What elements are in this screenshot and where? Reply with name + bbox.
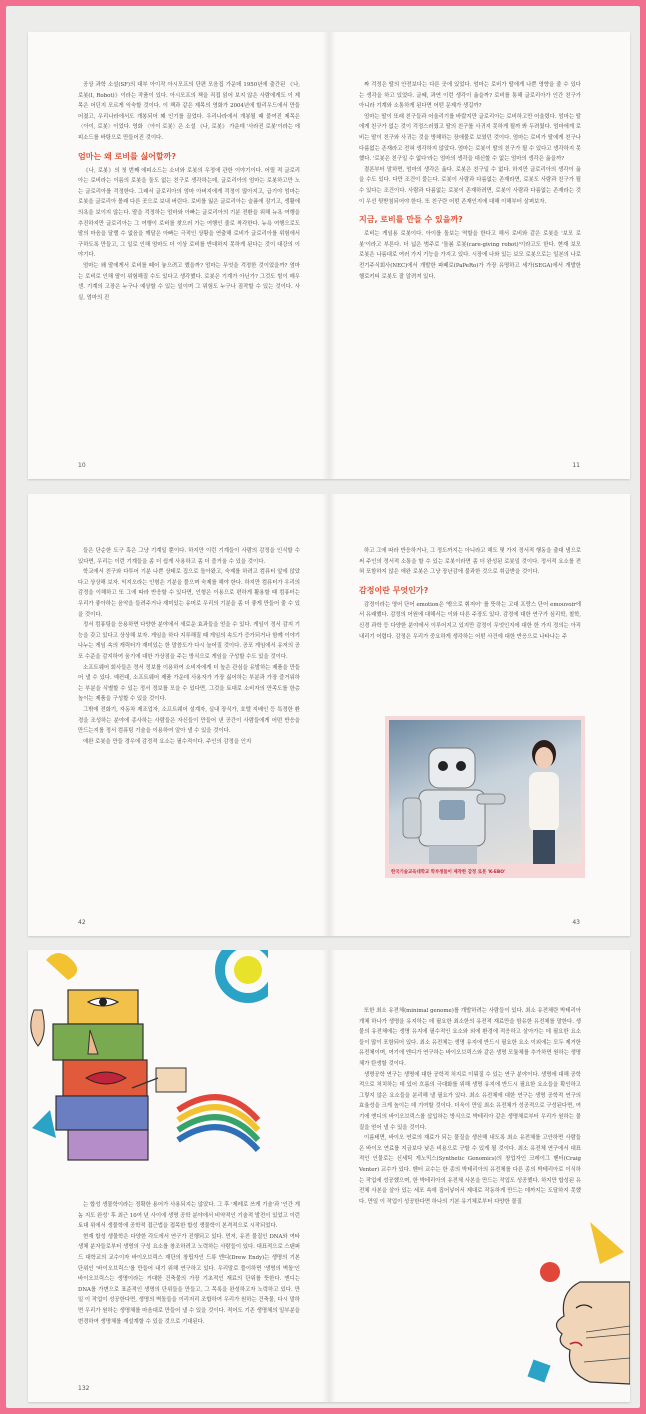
page-number: 132 [78, 1385, 90, 1392]
robot-photo [385, 716, 585, 878]
paragraph: 이름테면, 바이오 연료의 재료가 되는 물질을 생산해 내도록 최소 유전체를 고안하면 사람들은 바이오 연료를 지금보다 낮은 비용으로 구할 수 있게 될 것이다. 최소 유전체 연구에서 대표적인 인물로는 신세틱 게노믹스(Synthetic Genomics)의 창업자인 크레이그 벤터(Craig Venter) 교수가 있다. 벤터 교수는 한 종의 박테리아의 유전체를 다른 종의 박테리아로 이식하는 작업에 성공했으며, 한 박테리아의 유전체 사본을 만드는 작업도 성공했다. 하지만 합성된 유전체 사본을 살아 있는 세포 속에 집어넣어서 제대로 작동하게 만드는 데까지는 도달하지 못했다. 만일 이 작업이 성공한다면 하나의 기본 유기체로부터 다양한 물질 [359, 1135, 581, 1205]
paragraph: 들은 단순한 도구 혹은 그냥 기계일 뿐이다. 하지만 이런 기계들이 사람의 감정을 인식할 수 있다면, 우리는 이런 기계들을 좀 더 쉽게 사용하고 좀 더 즐거울 수 있을 것이다. [78, 548, 300, 565]
paragraph: 《나, 로봇》의 첫 번째 에피소드는 소녀와 로봇의 우정에 관한 이야기이다. 어릴 적 글로리아는 로비라는 이름의 로봇을 둘도 없는 친구로 생각하는데, 글로리아의 엄마는 로봇하고만 노는 글로리아를 걱정한다. 그래서 글로리아의 엄마 아버지에게 걱정이 많아지고, 급기야 엄마는 로봇을 글로리아 몰래 다른 곳으로 보내 버린다. 로비를 잃은 글로리아는 슬픔에 잠기고, 생활에 의욕을 보이지 않는다. 딸을 걱정하는 엄마와 아빠는 글로리아의 기분 전환을 위해 뉴욕 여행을 추진하지만 글로리아는 그 여행이 로비를 찾으러 가는 여행인 줄로 착각한다. 뉴욕 여행으로도 딸의 마음을 달랠 수 없음을 깨달은 아빠는 극적인 상황을 연출해 로비가 글로리아를 위험에서 구하도록 만들고, 그 일로 인해 엄마도 더 이상 로비를 반대하지 못하게 된다는 것이 대강의 이야기다. [78, 167, 300, 259]
page-10 [28, 32, 329, 479]
page-number: 43 [572, 919, 580, 926]
page-43 [329, 494, 630, 936]
page-132 [28, 950, 329, 1402]
paragraph: 애완 로봇을 만들 경우에 감정적 요소는 필수적이다. 주인의 감정을 인지 [83, 738, 252, 745]
page-11 [329, 32, 630, 479]
page-11-text [359, 80, 581, 282]
paragraph: 또한 최소 유전체(minimal genome)를 개발하려는 사람들이 있다. 최소 유전체란 박테리아 개체 하나가 생명을 유지하는 데 필요한 최소한의 유전적 재료만을 함유한 유전체를 말한다. 생물의 유전체에는 생명 유지에 필수적인 요소와 외에 환경에 적응하고 살아가는 데 필요한 요소들이 많이 포함되어 있다. 최소 유전체는 생명 유지에 반드시 필요한 요소 이외에는 모두 제거한 유전체이며, 여기에 엔디가 연구하는 바이오브릭스와 같은 생명 모듈체를 추가하면 원하는 생명체가 탄생할 것이다. [359, 1008, 581, 1067]
paragraph: 현재 합성 생물학은 다양한 각도에서 연구가 진행되고 있다. 먼저, 유전 물질인 DNA와 여타 생체 분자들로부터 생명의 구성 요소를 창조하려고 노력하는 사람들이 있다. 대표적으로 스탠퍼드 대학교의 교수이자 바이오브릭스 재단의 창립자인 드류 엔디(Drew Endy)는 생명의 기본 단위인 '바이오브릭스'를 만들어 내기 위해 연구하고 있다. 우리말로 풀이하면 '생명의 벽돌'인 바이오브릭스는 생명이라는 거대한 건축물의 가장 기초적인 재료의 단위를 뜻한다. 엔디는 DNA를 가변으로 표준적인 생명의 단위들을 만들고, 그 목록을 완성하고자 노력하고 있다. 만일 이 작업이 성공한다면, 생명의 벽돌들을 이리저리 조합하여 우리가 원하는 건축물, 다시 말하면 우리가 원하는 생명체를 마음대로 만들어 낼 수 있을 것이다. 적어도 기존 생명체의 일부분을 변경하여 생명체를 재설계할 수 있을 것으로 기대된다. [78, 1233, 300, 1325]
book-spread-2 [28, 494, 630, 936]
page-132-text [78, 1200, 300, 1327]
paragraph: 결론부터 말하면, 엄마의 생각은 옳다. 로봇은 친구일 수 없다. 하지만 글로리아의 생각이 옳을 수도 있다. 다만 조건이 붙는다. 로봇이 사람과 다름없는 존재라면, 로봇도 사람과 친구가 될 수 있다는 조건이다. 사람과 다름없는 로봇이 존재하려면, 로봇이 사람과 다름없는 존재라는 것이 우선 뒷받침되어야 한다. 또 친구란 어떤 존재인지에 대해 이해부터 살펴보자. [359, 166, 581, 205]
page-number: 10 [78, 462, 86, 469]
photo-caption: 한국기술교육대학교 학부생들이 제작한 감정 로봇 'K-EBO' [391, 870, 506, 875]
page-number: 42 [78, 919, 86, 926]
paragraph: 공상 과학 소설(SF)의 대부 아이작 아시모프의 단편 모음집 가운데 1950년에 출간된 《나, 로봇(I, Robot)》이라는 작품이 있다. 아시모프의 책을 직접 읽어 보지 않은 사람에게도 이 제목은 어딘지 모르게 익숙할 것이다. 이 책과 같은 제목의 영화가 2004년에 할리우드에서 만들어졌고, 우리나라에서도 개봉되어 꽤 인기를 끌었다. 우리나라에서 개봉될 때 붙여진 제목은 〈아이, 로봇〉이었다. 영화 〈아이 로봇〉은 소설 《나, 로봇》 가운데 '사라진 로봇'이라는 에피소드를 바탕으로 만들어진 것이다. [78, 82, 300, 141]
section-heading: 엄마는 왜 로비를 싫어할까? [78, 151, 177, 161]
page-42-text [78, 546, 300, 747]
paragraph: 짜 걱정은 딸의 안전보다는 다른 곳에 있었다. 엄마는 로비가 딸에게 나쁜 영향을 줄 수 있다는 생각을 하고 있었다. 글쎄, 과연 이런 생각이 옳을까? 로비를 통해 글로리아가 인간 친구가 아니라 기계와 소통하게 된다면 어떤 문제가 생길까? [359, 82, 581, 110]
paragraph: 엄마는 딸이 또래 친구들과 어울리기를 바랐지만 글로리아는 로비하고만 어울렸다. 엄마는 딸에게 친구가 없는 것이 걱정스러웠고 딸의 친구를 사귀지 못하게 될까 봐 두려웠다. 엄마에게 로비는 딸이 친구와 사귀는 것을 방해하는 장애물로 보였던 것이다. 엄마는 로비가 딸에게 친구나 다름없는 존재라고 전혀 생각하지 않았다. 엄마는 로봇이 딸의 친구가 될 수 있다고 생각하지 못했다. '로봇은 친구일 수 없다'라는 엄마의 생각을 대신할 수 없는 엄마의 생각은 옳을까? [359, 113, 581, 163]
page-42 [28, 494, 329, 936]
viewer-frame [6, 6, 640, 1408]
page-number: 11 [572, 462, 580, 469]
paragraph: 엄마는 왜 딸에게서 로비를 떼어 놓으려고 했을까? 엄마는 무엇을 걱정한 것이었을까? 엄마는 로비로 인해 딸이 위험해질 수도 있다고 생각했다. 로봇은 기계가 아닌가? 그것도 힘이 매우 센. 기계의 고장은 누구나 예상할 수 있는 일이며 그 위험도 누구나 짐작할 수 있는 것이다. 사실, 엄마의 진 [78, 262, 300, 301]
paragraph: 그밖에 전화기, 자동차 제조업자, 소프트웨어 설계자, 실내 장식가, 호텔 지배인 등 특정한 환경을 조성하는 분야에 종사하는 사람들은 자신들이 만들어 낸 공간이 사람들에게 어떤 반응을 만드는지를 정서 컴퓨팅 기술을 이용하여 알아 낼 수 있을 것이다. [78, 706, 300, 735]
paragraph: 로비는 게임용 로봇이다. 아이를 돌보는 역할을 한다고 해서 로비와 같은 로봇을 '보모 로봇'이라고 부른다. 더 넓은 범주로 '돌봄 로봇(care-giving robot)'이라고도 한다. 현재 보모 로봇은 나름대로 여러 가지 기능을 가지고 있다. 시장에 나와 있는 보모 로봇으로는 일본의 나로전기주식회사(NEC)에서 개발한 파페로(PaPeRo)가 가장 유명하고 세가(SEGA)에서 개발한 헬로키티 로봇도 잘 알려져 있다. [359, 231, 581, 280]
page-133-text [359, 1006, 581, 1207]
paragraph: 학교에서 친구와 다투어 기분 나쁜 상태로 집으로 돌아왔고, 숙제를 하려고 컴퓨터 앞에 앉았다고 상상해 보자. 익지오라는 인형은 기분을 풀으며 숙제를 해야 한다. 하지만 컴퓨터가 우리의 감정을 이해하고 또 그에 따라 반응할 수 있다면, 인형은 이용으로 편하게 활용할 때 컴퓨터는 우리가 좋아하는 음악을 들려주거나 재미있는 유머로 우리의 기분을 좀 더 좋게 만들어 줄 수 있을 것이다. [78, 569, 300, 618]
brick-face-illustration-icon [28, 950, 268, 1200]
paragraph: 소프트웨어 회사들은 정서 정보를 이용하여 소비자에게 더 높은 관심을 유발하는 제품을 만들어 낼 수 있다. 예컨대, 소프트웨어 제품 가운데 사용자가 가장 싫어하는 부분과 가장 즐거워하는 부분을 식별할 수 있는 정서 정보를 모을 수 있다면, 그것을 토대로 소비자의 만족도를 한층 높이는 제품을 구성할 수 있을 것이다. [78, 664, 300, 703]
section-heading: 지금, 로비를 만들 수 있을까? [359, 215, 463, 225]
paragraph: 정서 컴퓨팅을 응용하면 다양한 분야에서 새로운 효과들을 얻을 수 있다. 게임이 정서 감지 기능을 갖고 있다고 상상해 보자. 게임을 하다 지루해질 때 게임의 속도가 증가되거나 함께 이야기 나누는 게임 속의 캐릭터가 재미있는 한 말씀도가 다시 늘어질 것이다. 공포 게임에서 유저의 공포 수준을 감지하여 움기에 대한 가상점을 주는 방식으로 게임을 구성할 수도 있을 것이다. [78, 622, 300, 660]
page-10-text [78, 80, 300, 303]
paragraph: 생명공학 연구는 생명에 대한 공학적 처지로 이뤄질 수 있는 연구 분야이다. 생명에 대해 공학적으로 처치하는 데 있어 흐름의 극대화를 위해 생명 유지에 반드시 필요한 요소들을 확인하고 그렇지 않은 요소들을 분리해 낼 필요가 있다. 최소 유전체에 대한 연구는 생명 공학적 연구의 효율성을 크게 높이는 데 기여할 것이다. 더욱이 만일 최소 유전체가 성공적으로 구성된다면, 여기에 엔디의 바이오브릭스를 삽입하는 방식으로 박테리아 같은 생명체로부터 우리가 원하는 물질을 얻어 낼 수 있을 것이다. [359, 1071, 581, 1131]
paragraph: 하고 그에 따라 반응하거나, 그 정도까지는 아니라고 해도 몇 가지 정서적 행동을 출대 냄으로써 주인의 정서적 소통을 할 수 있는 로봇이라면 좀 더 완성된 로봇일 것이다. 정서적 요소를 전혀 포함하지 않은 애완 로봇은 그냥 장난감에 불과한 것으로 취급받을 것이다. [359, 548, 581, 576]
girl-figure-icon [519, 730, 569, 864]
robot-figure-icon [399, 738, 509, 864]
section-heading: 감정이란 무엇인가? [359, 585, 429, 595]
paragraph: 감정이라는 영어 단어 emotion은 '밖으로 휘저어' 를 뜻하는 고대 프랑스 단어 emouvoir에서 유래했다. 감정의 어원에 대해서는 이와 다른 주장도 있다. 감정에 대한 연구가 심리학, 철학, 신경 과학 등 다양한 분야에서 이루어지고 있지만 감정이 무엇인지에 대한 한 가지 정의는 아직 내리기 어렵다. 감정은 우리가 중요하게 생각하는 어떤 사건에 대한 반응으로 나타나는 주 [359, 601, 581, 640]
paragraph: 는 합성 생물학이라는 정확한 용어가 사용되지는 않았다. 그 후 '제레로 쓰게 기술'과 '인간 게놈 지도 완성' 후 최근 10여 년 사이에 생명 공학 분야에서 비약적인 기술적 발전이 있었고 이런 토대 위에서 생물학에 공학적 접근법을 접목한 합성 생물학이 본격적으로 시작되었다. [78, 1202, 300, 1230]
photo-image [389, 720, 581, 864]
book-spread-3 [28, 950, 630, 1402]
page-43-text [359, 546, 581, 642]
book-spread-1 [28, 32, 630, 479]
page-133 [329, 950, 630, 1402]
face-profile-illustration-icon [520, 1212, 630, 1402]
